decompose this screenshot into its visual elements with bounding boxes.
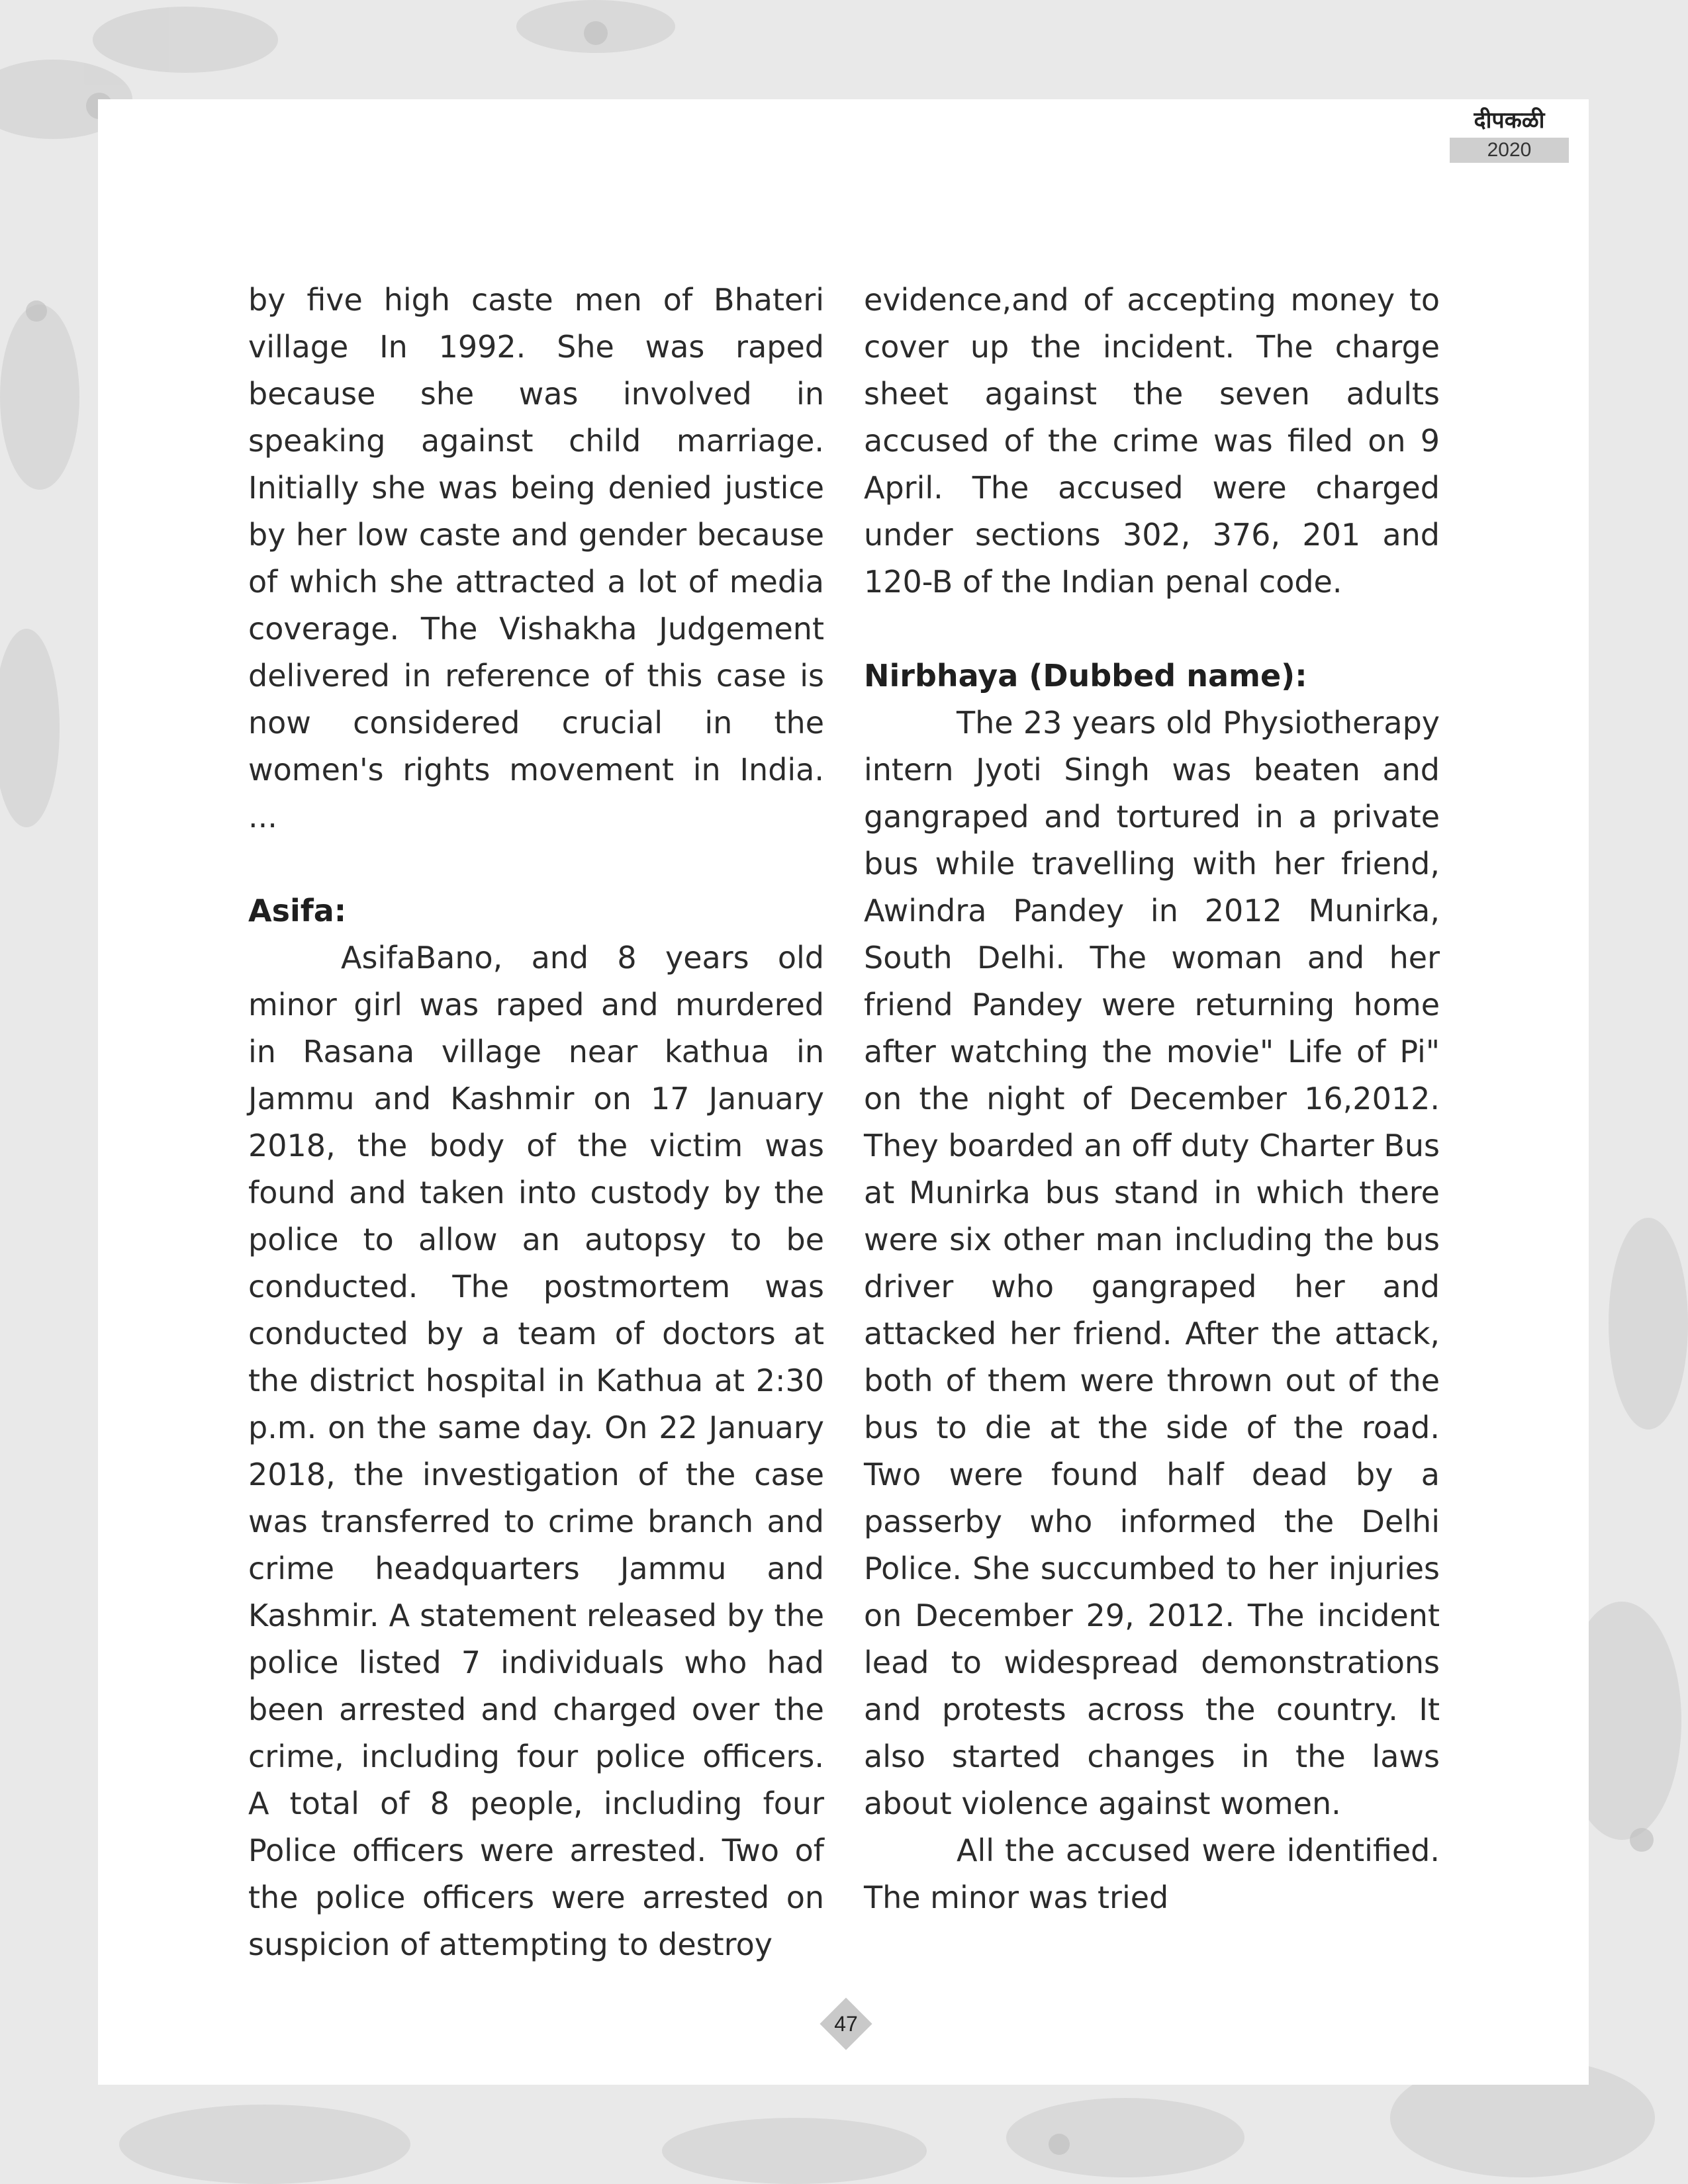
right-column [864,277,1440,1921]
nirbhaya-heading: Nirbhaya (Dubbed name): [864,658,1307,694]
asifa-paragraph: AsifaBano, and 8 years old minor girl was raped and murdered in Rasana village near kathua in Jammu and Kashmir on 17 January 2018, the body of the victim was found and taken into custody by the police to allow an autopsy to be conducted. The postmortem was conducted by a team of doctors at the district hospital in Kathua at 2:30 p.m. on the same day. On 22 January 2018, the investigation of the case was transferred to crime branch and crime headquarters Jammu and Kashmir. A statement released by the police listed 7 individuals who had been arrested and charged over the crime, including four police officers. A total of 8 people, including four Police officers were arrested. Two of the police officers were arrested on suspicion of attempting to destroy [248,940,824,1962]
paragraph-gap [864,606,1440,653]
accused-paragraph: All the accused were identified. The minor was tried [864,1833,1440,1915]
issue-year: 2020 [1450,138,1569,163]
masthead [1450,106,1569,163]
paragraph-gap [248,841,824,887]
nirbhaya-paragraph: The 23 years old Physiotherapy intern Jyoti Singh was beaten and gangraped and tortured in a private bus while travelling with her friend, Awindra Pandey in 2012 Munirka, South Delhi. The woman and her friend Pandey were returning home after watching the movie" Life of Pi" on the night of December 16,2012. They boarded an off duty Charter Bus at Munirka bus stand in which there were six other man including the bus driver who gangraped her and attacked her friend. After the attack, both of them were thrown out of the bus to die at the side of the road. Two were found half dead by a passerby who informed the Delhi Police. She succumbed to her injuries on December 29, 2012. The incident lead to widespread demonstrations and protests across the country. It also started changes in the laws about violence against women. [864,705,1440,1821]
magazine-title: दीपकळी [1474,107,1545,134]
asifa-heading: Asifa: [248,893,347,929]
page-number [820,1997,872,2050]
bhateri-paragraph: by five high caste men of Bhateri village In 1992. She was raped because she was involved in speaking against child marriage. Initially she was being denied justice by her low caste and gender because of which she attracted a lot of media coverage. The Vishakha Judgement delivered in reference of this case is now considered crucial in the women's rights movement in India. ... [248,282,824,835]
left-column [248,277,824,1968]
page-number-label: 47 [834,2012,858,2036]
evidence-paragraph: evidence,and of accepting money to cover up the incident. The charge sheet against the seven adults accused of the crime was filed on 9 April. The accused were charged under sections 302, 376, 201 and 120-B of the Indian penal code. [864,282,1440,600]
